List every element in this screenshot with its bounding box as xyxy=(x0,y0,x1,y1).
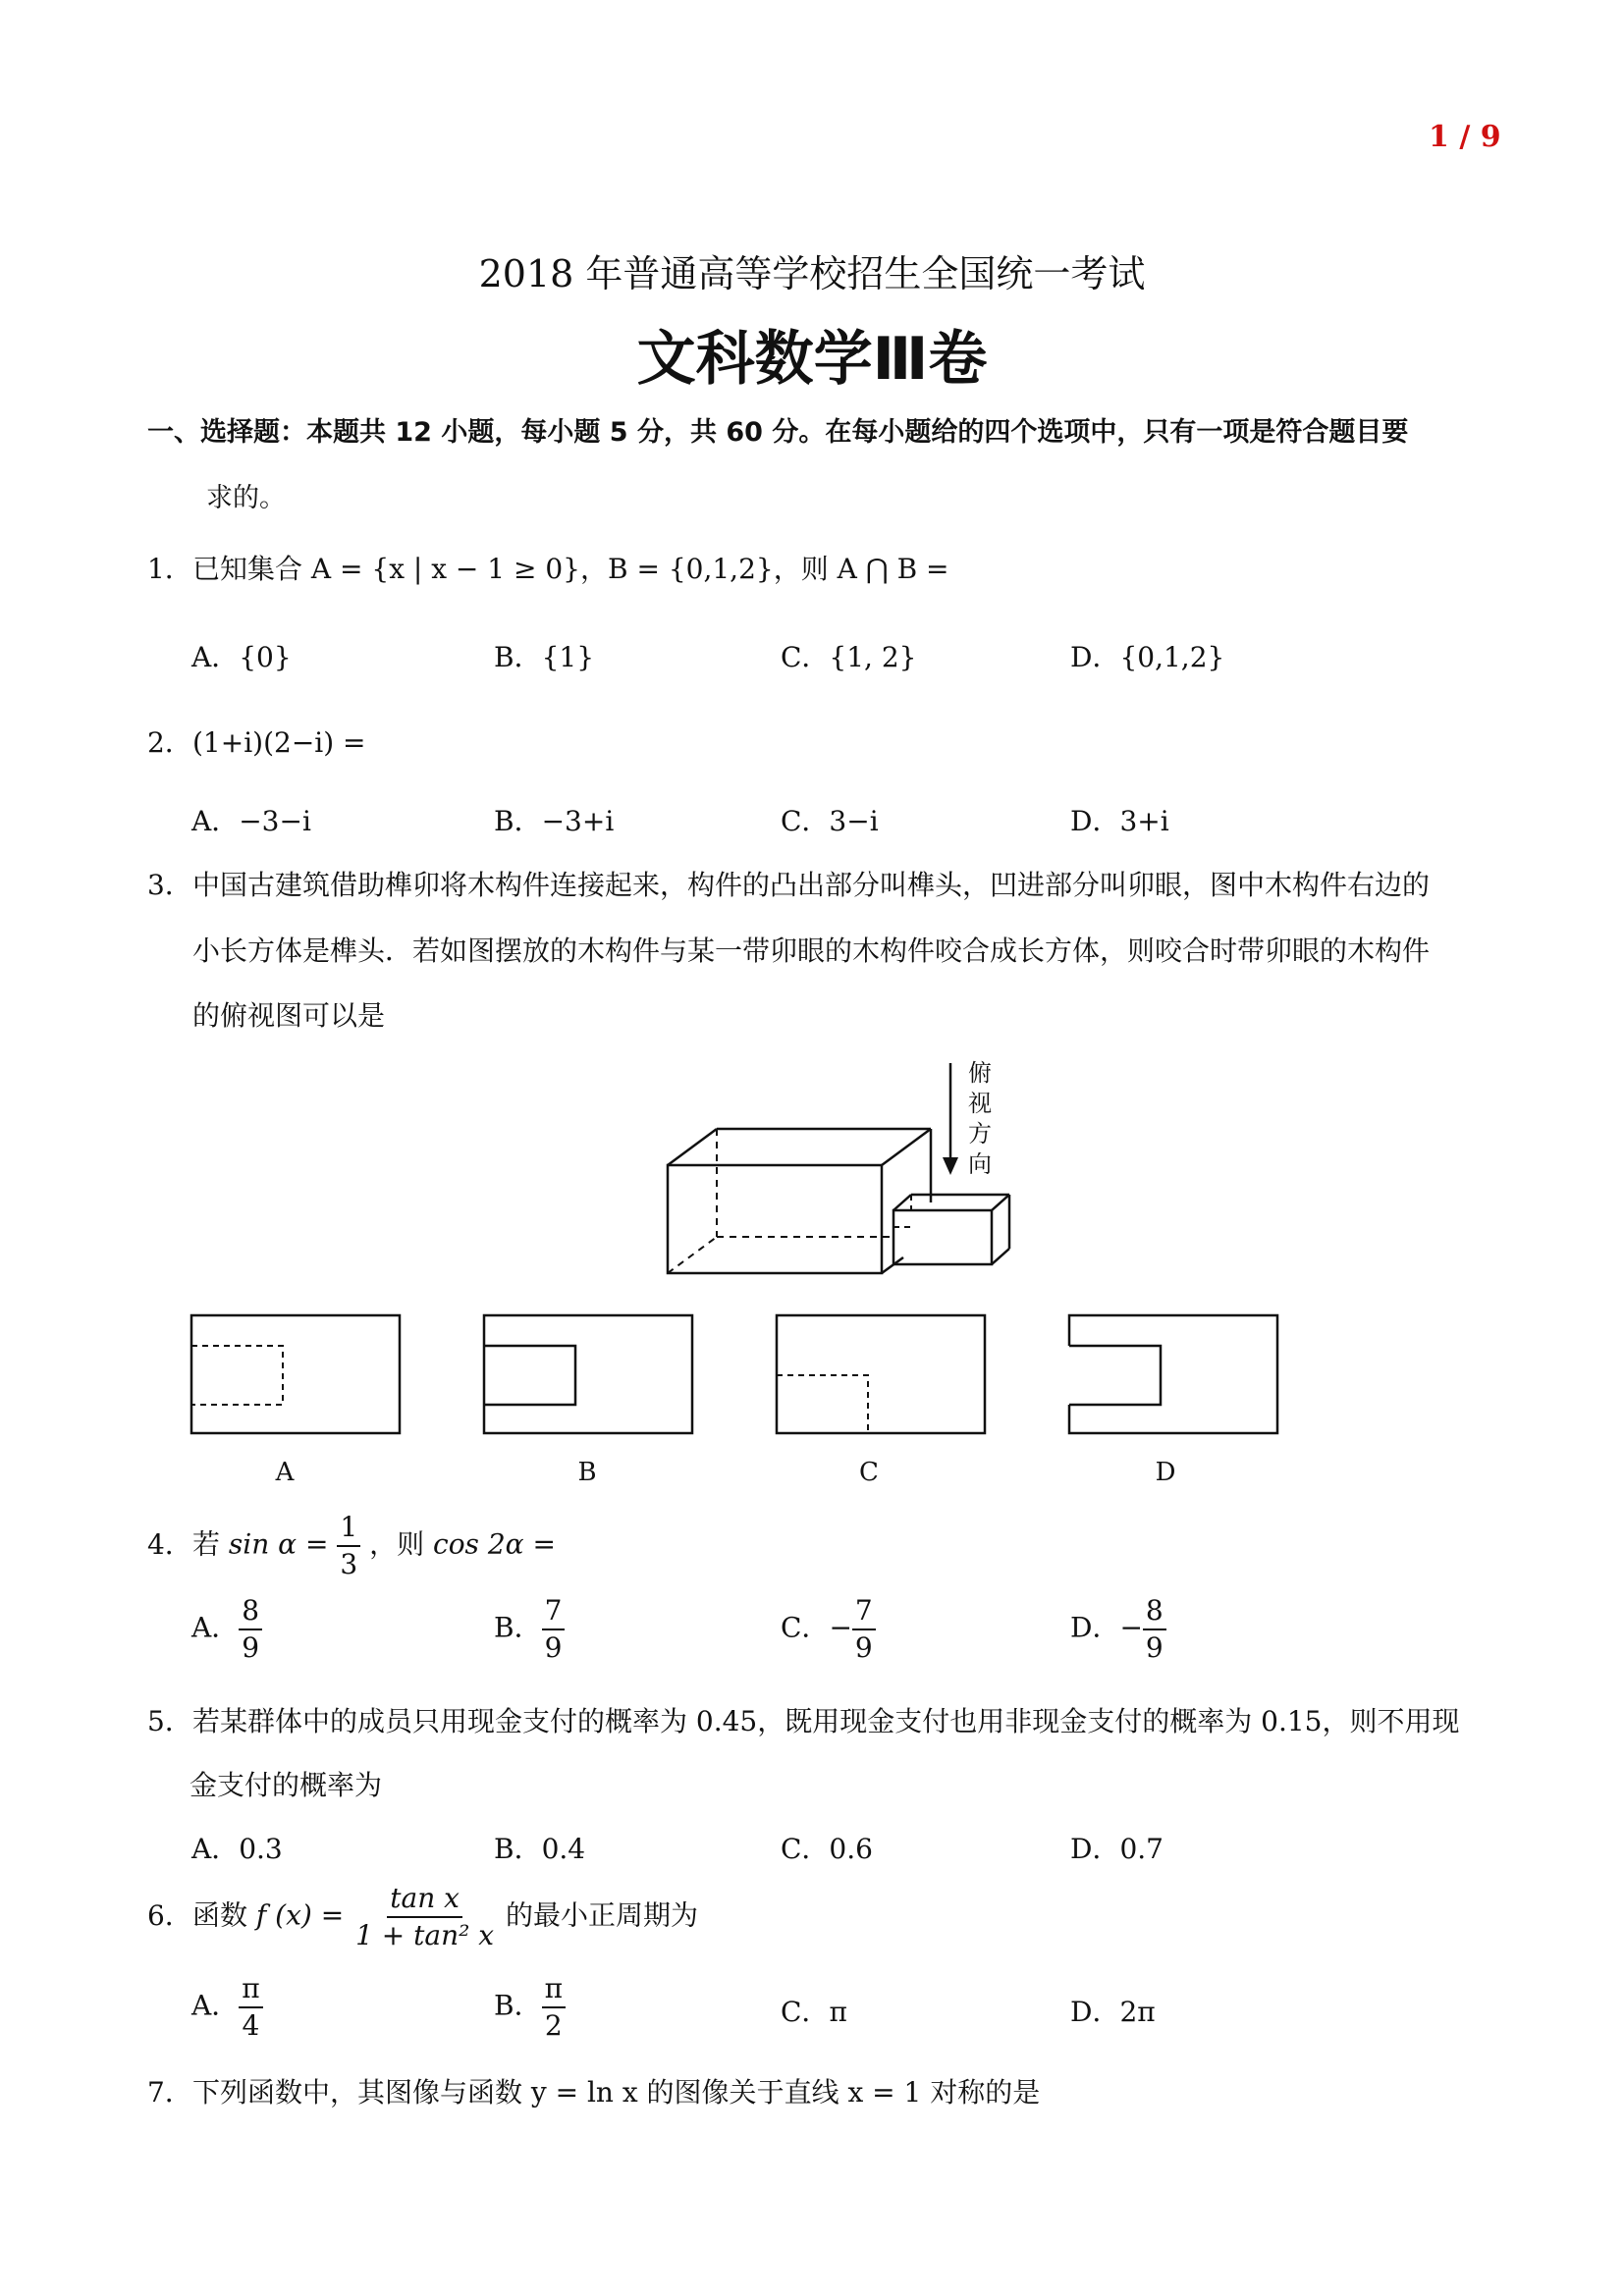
denominator: 9 xyxy=(1145,1631,1164,1665)
option-label: B． xyxy=(494,1611,542,1644)
choice-figure-b xyxy=(479,1310,700,1438)
fraction xyxy=(852,1595,876,1664)
question-text-line-1: 若某群体中的成员只用现金支付的概率为 0.45，既用现金支付也用非现金支付的概率为 0.15，则不用现 xyxy=(192,1705,1460,1737)
page-number: 1 / 9 xyxy=(1429,120,1501,154)
sign: − xyxy=(829,1611,852,1644)
option-a: A．0.3 xyxy=(191,1833,283,1865)
option-a xyxy=(191,1973,263,2042)
fraction xyxy=(542,1595,566,1664)
view-label-char: 视 xyxy=(968,1090,992,1117)
question-number: 3． xyxy=(147,869,192,901)
view-label-char: 方 xyxy=(968,1120,992,1148)
math-expression: sin α = xyxy=(228,1527,329,1561)
numerator: π xyxy=(542,1973,566,2008)
view-label-char: 俯 xyxy=(968,1059,992,1087)
question-text: (1+i)(2−i) = xyxy=(192,726,366,759)
numerator: tan x xyxy=(387,1883,462,1918)
question-1 xyxy=(147,548,949,587)
question-text: 已知集合 A = {x | x − 1 ≥ 0}，B = {0,1,2}，则 A ⋂ B = xyxy=(192,553,949,585)
question-2 xyxy=(147,721,366,761)
question-6 xyxy=(147,1883,698,1951)
choice-figure-d xyxy=(1064,1310,1285,1438)
question-number: 1． xyxy=(147,553,192,585)
view-label-char: 向 xyxy=(968,1150,992,1178)
option-b: B．0.4 xyxy=(494,1833,586,1865)
option-c xyxy=(781,1595,876,1664)
denominator: 1 + tan² x xyxy=(355,1919,495,1952)
choice-label-b: B xyxy=(577,1458,597,1487)
option-d xyxy=(1070,1991,1156,2030)
option-b xyxy=(494,1973,566,2042)
question-number: 5． xyxy=(147,1705,192,1737)
section-heading-cont: 求的。 xyxy=(206,483,286,513)
exam-title: 2018 年普通高等学校招生全国统一考试 xyxy=(478,252,1146,295)
numerator: 8 xyxy=(1143,1595,1166,1630)
option-label: A． xyxy=(191,1989,240,2022)
question-text: ，则 xyxy=(369,1527,425,1561)
fraction xyxy=(542,1973,566,2042)
question-number: 7． xyxy=(147,2076,192,2109)
sign: − xyxy=(1119,1611,1143,1644)
numerator: 7 xyxy=(852,1595,876,1630)
option-c: C．{1, 2} xyxy=(781,641,917,673)
denominator: 9 xyxy=(854,1631,873,1665)
numerator: 1 xyxy=(337,1512,360,1547)
option-d: D．0.7 xyxy=(1070,1833,1164,1865)
choice-figure-a xyxy=(187,1310,407,1438)
fraction xyxy=(352,1883,497,1951)
fraction xyxy=(337,1512,360,1580)
option-label: D． xyxy=(1070,1996,1120,2028)
question-number: 2． xyxy=(147,726,192,759)
option-d: D．3+i xyxy=(1070,805,1169,837)
option-label: C． xyxy=(781,1996,830,2028)
question-text: 函数 xyxy=(192,1898,248,1932)
choice-label-a: A xyxy=(275,1458,295,1487)
denominator: 4 xyxy=(242,2009,260,2043)
math-expression: cos 2α = xyxy=(433,1527,556,1561)
question-number: 6． xyxy=(147,1898,192,1932)
question-text: 若 xyxy=(192,1527,221,1561)
option-b: B．{1} xyxy=(494,641,595,673)
option-label: A． xyxy=(191,1611,240,1644)
wooden-component-figure xyxy=(658,1055,1070,1281)
denominator: 9 xyxy=(544,1631,563,1665)
question-text-line-2: 金支付的概率为 xyxy=(189,1769,383,1801)
question-text-line-3: 的俯视图可以是 xyxy=(192,999,386,1032)
numerator: 7 xyxy=(542,1595,566,1630)
question-4 xyxy=(147,1512,556,1580)
option-d xyxy=(1070,1595,1166,1664)
option-a: A．−3−i xyxy=(191,805,311,837)
choice-label-c: C xyxy=(859,1458,879,1487)
denominator: 2 xyxy=(544,2009,563,2043)
view-direction-label xyxy=(965,1058,995,1180)
choice-figure-c xyxy=(772,1310,993,1438)
question-7 xyxy=(147,2071,1040,2110)
option-a: A．{0} xyxy=(191,641,292,673)
option-b xyxy=(494,1595,565,1664)
option-a xyxy=(191,1595,262,1664)
option-label: B． xyxy=(494,1989,542,2022)
option-c: C．3−i xyxy=(781,805,879,837)
option-c: C．0.6 xyxy=(781,1833,873,1865)
question-text-line-2: 小长方体是榫头．若如图摆放的木构件与某一带卯眼的木构件咬合成长方体，则咬合时带卯眼的木构件 xyxy=(192,934,1431,967)
question-text: 的最小正周期为 xyxy=(505,1898,698,1932)
choice-label-d: D xyxy=(1155,1458,1176,1487)
section-heading: 一、选择题：本题共 12 小题，每小题 5 分，共 60 分。在每小题给的四个选项中，只有一项是符合题目要 xyxy=(147,417,1409,448)
denominator: 9 xyxy=(242,1631,260,1665)
fraction xyxy=(239,1595,262,1664)
question-number: 4． xyxy=(147,1527,192,1561)
paper-title: 文科数学Ⅲ卷 xyxy=(636,325,988,394)
option-label: C． xyxy=(781,1611,830,1644)
option-value: 2π xyxy=(1119,1996,1156,2028)
numerator: π xyxy=(239,1973,262,2008)
option-d: D．{0,1,2} xyxy=(1070,641,1225,673)
question-text: 下列函数中，其图像与函数 y = ln x 的图像关于直线 x = 1 对称的是 xyxy=(192,2076,1041,2109)
question-3 xyxy=(147,864,1430,903)
option-value: π xyxy=(829,1996,847,2028)
denominator: 3 xyxy=(340,1548,358,1581)
question-5 xyxy=(147,1700,1460,1739)
fraction xyxy=(1143,1595,1166,1664)
option-c xyxy=(781,1991,847,2030)
option-label: D． xyxy=(1070,1611,1120,1644)
question-text-line-1: 中国古建筑借助榫卯将木构件连接起来，构件的凸出部分叫榫头，凹进部分叫卯眼，图中木构件右边的 xyxy=(192,869,1431,901)
numerator: 8 xyxy=(239,1595,262,1630)
option-b: B．−3+i xyxy=(494,805,615,837)
fraction xyxy=(239,1973,262,2042)
math-expression: f (x) = xyxy=(255,1898,345,1932)
